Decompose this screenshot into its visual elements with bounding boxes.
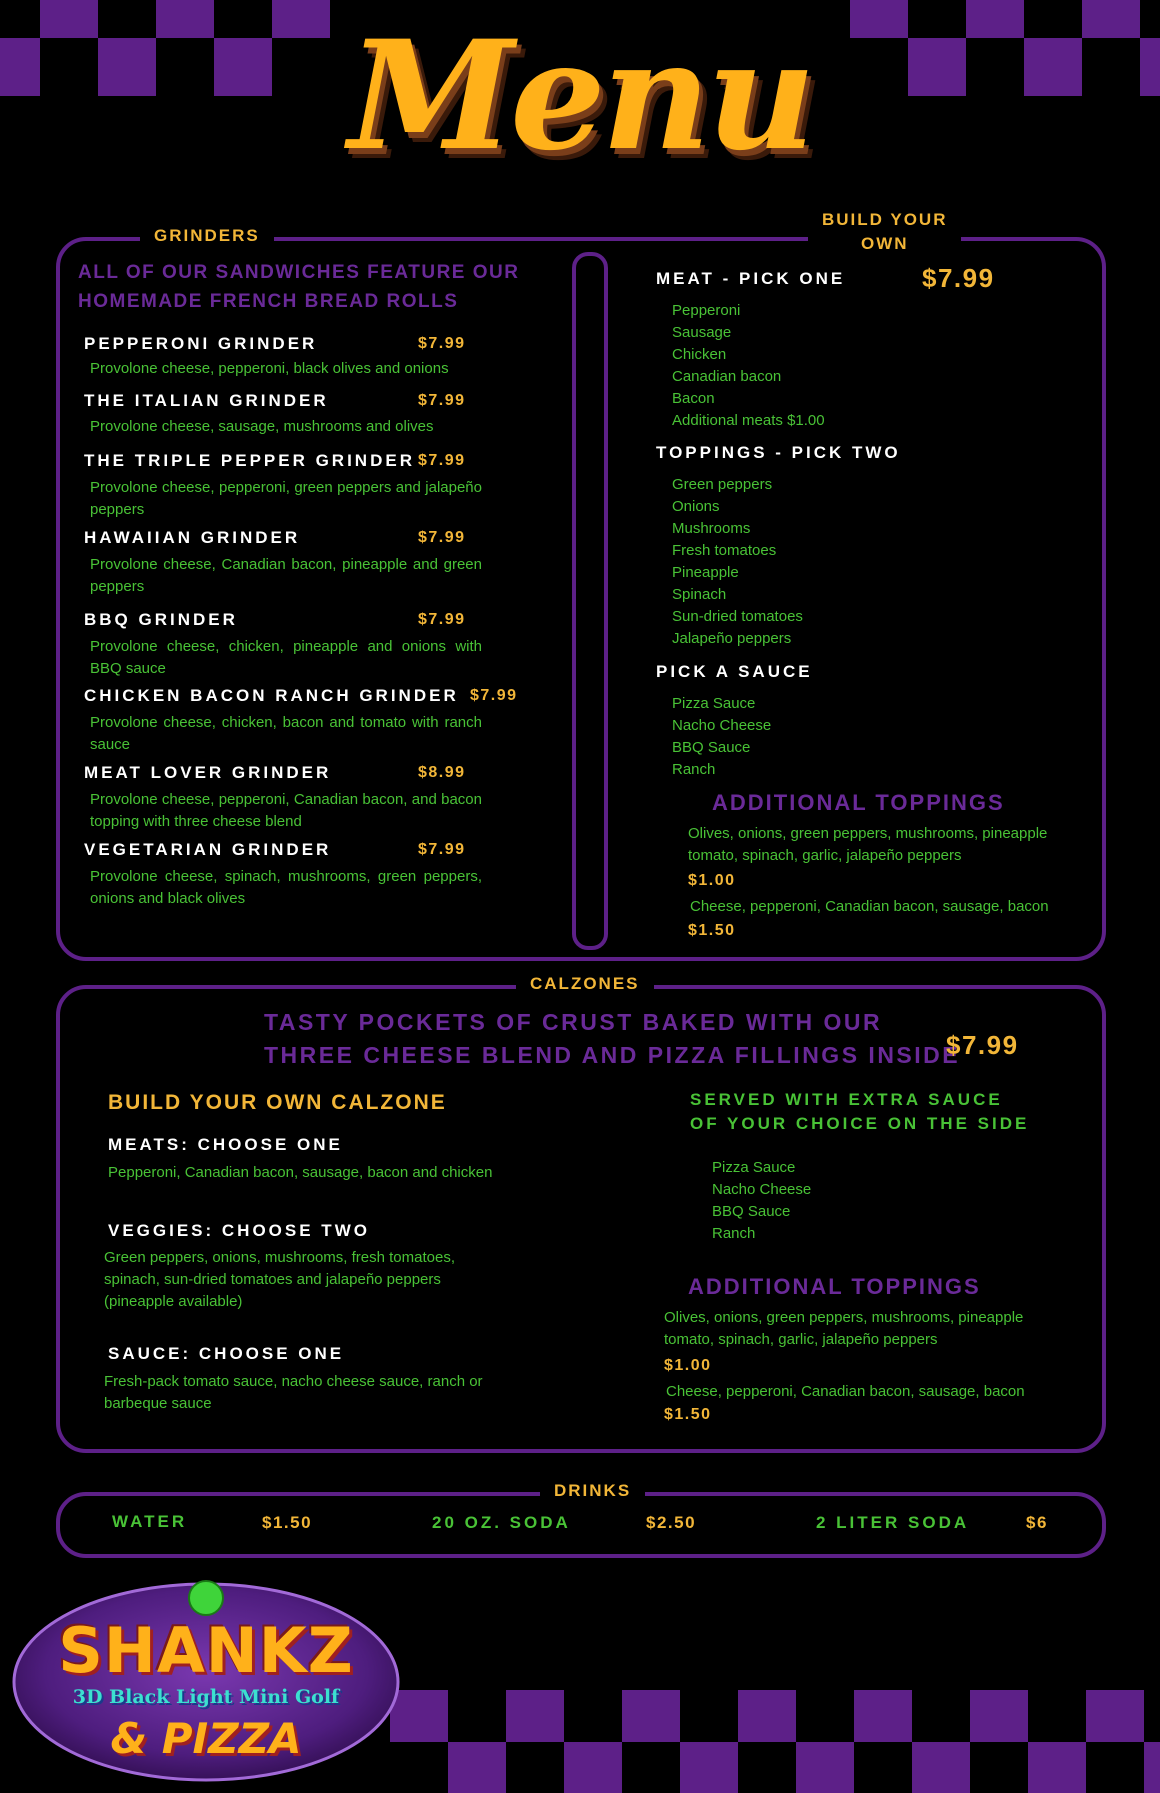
additional-toppings-desc-2: Cheese, pepperoni, Canadian bacon, sausage, bacon [690, 898, 1049, 915]
meat-option: Chicken [672, 346, 727, 363]
build-your-own-price: $7.99 [922, 263, 995, 293]
calzone-sauce-desc: Fresh-pack tomato sauce, nacho cheese sauce, ranch or barbeque sauce [104, 1373, 483, 1412]
drink-water-price: $1.50 [262, 1513, 313, 1532]
calzone-price: $7.99 [946, 1030, 1019, 1060]
grinders-label: GRINDERS [140, 226, 274, 246]
topping-option: Pineapple [672, 564, 739, 581]
calzone-additional-desc-1: Olives, onions, green peppers, mushrooms, pineapple tomato, spinach, garlic, jalapeño peppers [664, 1309, 1024, 1348]
grinder-price: $7.99 [470, 687, 518, 704]
additional-toppings-heading: ADDITIONAL TOPPINGS [712, 790, 1005, 815]
topping-option: Mushrooms [672, 520, 751, 537]
topping-list [672, 474, 803, 650]
topping-option: Green peppers [672, 476, 773, 493]
meat-list [672, 300, 825, 432]
grinder-name: PEPPERONI GRINDER [84, 334, 318, 353]
grinder-description: Provolone cheese, Canadian bacon, pineapple and green peppers [90, 556, 482, 595]
drink-water-name: WATER [112, 1512, 188, 1531]
sauce-heading: PICK A SAUCE [656, 662, 813, 681]
menu-title: Menu [348, 8, 812, 184]
grinder-description: Provolone cheese, pepperoni, green peppers and jalapeño peppers [90, 479, 482, 518]
drink-20oz-soda-name: 20 OZ. SODA [432, 1513, 571, 1532]
grinder-price: $7.99 [418, 841, 466, 858]
meat-option: Additional meats $1.00 [672, 412, 825, 429]
meat-option: Canadian bacon [672, 368, 782, 385]
calzone-meats-heading: MEATS: CHOOSE ONE [108, 1135, 343, 1154]
logo-line-3: & PIZZA [110, 1714, 302, 1763]
meat-option: Sausage [672, 324, 732, 341]
calzone-additional-toppings-heading: ADDITIONAL TOPPINGS [688, 1274, 981, 1299]
topping-option: Sun-dried tomatoes [672, 608, 803, 625]
drink-20oz-soda-price: $2.50 [646, 1513, 697, 1532]
grinder-name: VEGETARIAN GRINDER [84, 840, 332, 859]
build-your-own-calzone-heading: BUILD YOUR OWN CALZONE [108, 1091, 447, 1114]
additional-toppings-price-1: $1.00 [688, 872, 736, 889]
grinder-name: THE ITALIAN GRINDER [84, 391, 329, 410]
grinder-price: $8.99 [418, 764, 466, 781]
grinder-name: HAWAIIAN GRINDER [84, 528, 301, 547]
toppings-heading: TOPPINGS - PICK TWO [656, 443, 901, 462]
column-divider [572, 252, 608, 950]
calzone-sauce-option: Ranch [712, 1225, 756, 1242]
calzone-sauce-option: BBQ Sauce [712, 1203, 791, 1220]
sauce-option: Nacho Cheese [672, 717, 772, 734]
sauce-option: Ranch [672, 761, 716, 778]
grinder-description: Provolone cheese, pepperoni, black olives and onions [90, 360, 449, 377]
calzone-sauce-option: Pizza Sauce [712, 1159, 796, 1176]
drink-2-liter-soda-price: $6 [1026, 1513, 1048, 1532]
calzone-meats-desc: Pepperoni, Canadian bacon, sausage, bacon and chicken [108, 1164, 493, 1181]
sauce-list [672, 693, 771, 781]
drink-2-liter-soda-name: 2 LITER SODA [816, 1513, 970, 1532]
sauce-option: Pizza Sauce [672, 695, 756, 712]
golf-ball-icon [189, 1581, 223, 1615]
grinder-description: Provolone cheese, chicken, pineapple and onions with BBQ sauce [90, 638, 482, 677]
meat-heading: MEAT - PICK ONE [656, 269, 846, 288]
grinder-name: BBQ GRINDER [84, 610, 238, 629]
grinder-description: Provolone cheese, sausage, mushrooms and olives [90, 418, 434, 435]
topping-option: Jalapeño peppers [672, 630, 792, 647]
calzone-sauce-heading: SAUCE: CHOOSE ONE [108, 1344, 345, 1363]
grinder-price: $7.99 [418, 335, 466, 352]
logo-line-1: SHANKZ [58, 1614, 354, 1687]
meat-option: Bacon [672, 390, 715, 407]
meat-option: Pepperoni [672, 302, 741, 319]
grinder-price: $7.99 [418, 611, 466, 628]
topping-option: Spinach [672, 586, 727, 603]
served-with-sauce-heading: SERVED WITH EXTRA SAUCE OF YOUR CHOICE ON THE SIDE [690, 1090, 1030, 1133]
grinder-name: CHICKEN BACON RANCH GRINDER [84, 686, 459, 705]
calzones-tagline: TASTY POCKETS OF CRUST BAKED WITH OUR THREE CHEESE BLEND AND PIZZA FILLINGS INSIDE [264, 1009, 961, 1068]
grinders-tagline: ALL OF OUR SANDWICHES FEATURE OUR HOMEMADE FRENCH BREAD ROLLS [78, 262, 520, 312]
grinder-description: Provolone cheese, spinach, mushrooms, green peppers, onions and black olives [90, 868, 482, 907]
grinder-price: $7.99 [418, 529, 466, 546]
calzone-veggies-heading: VEGGIES: CHOOSE TWO [108, 1221, 370, 1240]
calzone-sauce-list [712, 1157, 811, 1245]
grinder-price: $7.99 [418, 452, 466, 469]
grinder-name: MEAT LOVER GRINDER [84, 763, 332, 782]
calzone-additional-price-1: $1.00 [664, 1357, 712, 1374]
sauce-option: BBQ Sauce [672, 739, 751, 756]
logo-line-2: 3D Black Light Mini Golf [72, 1686, 340, 1708]
grinder-description: Provolone cheese, chicken, bacon and tomato with ranch sauce [90, 714, 482, 753]
grinder-name: THE TRIPLE PEPPER GRINDER [84, 451, 415, 470]
calzone-additional-price-2: $1.50 [664, 1406, 712, 1423]
additional-toppings-price-2: $1.50 [688, 922, 736, 939]
calzone-additional-desc-2: Cheese, pepperoni, Canadian bacon, sausage, bacon [666, 1383, 1025, 1400]
topping-option: Fresh tomatoes [672, 542, 777, 559]
additional-toppings-desc-1: Olives, onions, green peppers, mushrooms, pineapple tomato, spinach, garlic, jalapeño peppers [688, 825, 1048, 864]
build-your-own-label: BUILD YOUR OWN [808, 208, 961, 256]
drinks-label: DRINKS [540, 1481, 645, 1501]
calzones-label: CALZONES [516, 974, 654, 994]
grinder-price: $7.99 [418, 392, 466, 409]
topping-option: Onions [672, 498, 720, 515]
grinder-description: Provolone cheese, pepperoni, Canadian bacon, and bacon topping with three cheese blend [90, 791, 482, 830]
calzone-veggies-desc: Green peppers, onions, mushrooms, fresh tomatoes, spinach, sun-dried tomatoes and jalapeño peppers (pineapple available) [104, 1249, 456, 1310]
calzone-sauce-option: Nacho Cheese [712, 1181, 812, 1198]
shankz-logo [10, 1574, 402, 1784]
